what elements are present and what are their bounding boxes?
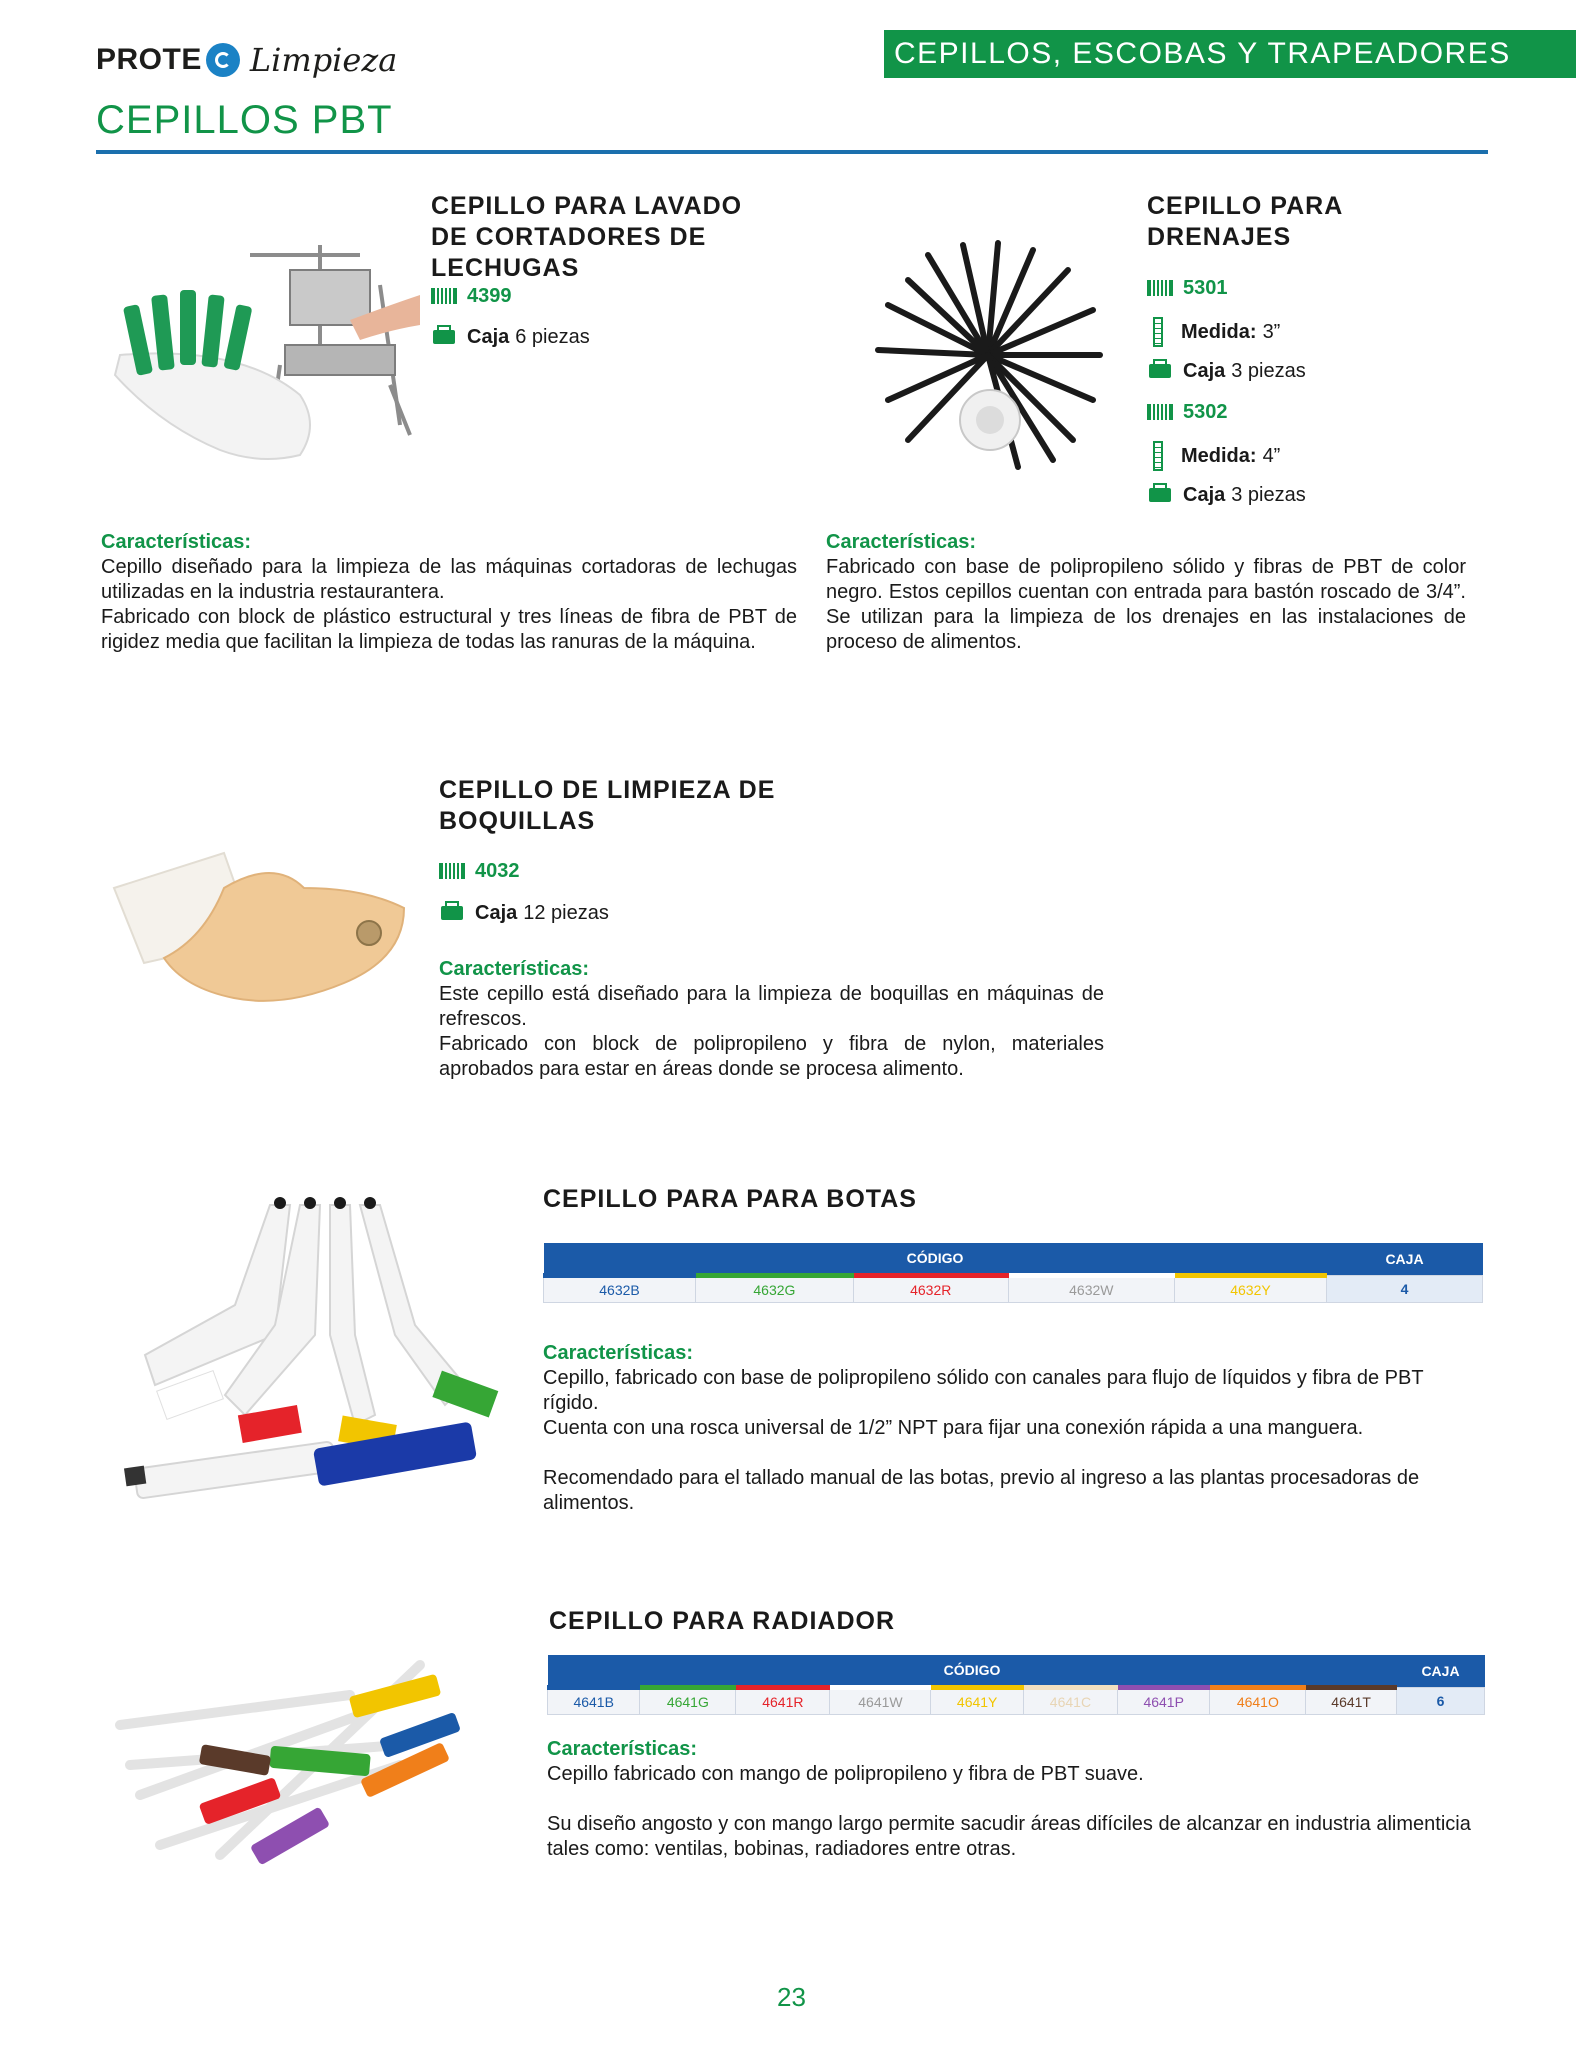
feature-text: Cepillo fabricado con mango de polipropileno y fibra de PBT suave. xyxy=(547,1763,1144,1785)
caja-label: Caja xyxy=(467,325,510,348)
feature-text: Recomendado para el tallado manual de las botas, previo al ingreso a las plantas procesadoras de alimentos. xyxy=(543,1467,1420,1514)
boquillas-code-line xyxy=(439,857,520,885)
medida-label: Medida: xyxy=(1181,320,1257,343)
page-title: CEPILLOS PBT xyxy=(96,98,393,142)
product-code-cell: 4632Y xyxy=(1174,1276,1326,1303)
feature-text: Cuenta con una rosca universal de 1/2” NPT para fijar una conexión rápida a una manguera. xyxy=(543,1417,1364,1439)
drenajes-title xyxy=(1147,191,1447,253)
brand-logo xyxy=(96,36,397,84)
feature-text: Fabricado con block de polipropileno y fibra de nylon, materiales aprobados para estar en áreas donde se procesa alimento. xyxy=(439,1033,1104,1080)
box-icon xyxy=(1149,488,1171,502)
feature-text: Cepillo diseñado para la limpieza de las máquinas cortadoras de lechugas utilizadas en la industria restaurantera. xyxy=(101,556,797,603)
box-quantity-cell: 6 xyxy=(1397,1688,1485,1715)
box-column-header: CAJA xyxy=(1327,1243,1483,1276)
product-code: 4399 xyxy=(467,284,512,307)
drenajes-title-line: CEPILLO PARA xyxy=(1147,192,1344,220)
lechugas-brush-image xyxy=(100,225,420,485)
code-column-header: CÓDIGO xyxy=(548,1655,1397,1688)
product-code-cell: 4641W xyxy=(830,1688,931,1715)
ruler-icon xyxy=(1153,317,1163,347)
barcode-icon xyxy=(431,288,457,304)
radiador-features xyxy=(547,1737,1487,1862)
caja-label: Caja xyxy=(1183,359,1226,382)
caja-value: 12 piezas xyxy=(523,901,609,924)
product-code-cell: 4632W xyxy=(1008,1276,1174,1303)
product-code-cell: 4641G xyxy=(640,1688,736,1715)
category-banner: CEPILLOS, ESCOBAS Y TRAPEADORES xyxy=(884,30,1576,78)
drenajes-code-line-1 xyxy=(1147,274,1228,302)
drenajes-size-line-2 xyxy=(1147,439,1280,473)
features-heading: Características: xyxy=(101,531,252,553)
lechugas-title-line: LECHUGAS xyxy=(431,254,580,282)
product-code: 5301 xyxy=(1183,276,1228,299)
box-icon xyxy=(433,330,455,344)
drenajes-size-line-1 xyxy=(1147,315,1280,349)
caja-value: 6 piezas xyxy=(515,325,590,348)
botas-brush-image xyxy=(115,1185,515,1505)
product-code-cell: 4632R xyxy=(853,1276,1008,1303)
medida-value: 3” xyxy=(1262,320,1281,343)
drenajes-title-line: DRENAJES xyxy=(1147,223,1292,251)
radiador-brush-image xyxy=(100,1655,515,1865)
box-quantity-cell: 4 xyxy=(1327,1276,1483,1303)
brand-g-icon xyxy=(206,43,240,77)
radiador-title: CEPILLO PARA RADIADOR xyxy=(549,1607,895,1635)
feature-text: Este cepillo está diseñado para la limpieza de boquillas en máquinas de refrescos. xyxy=(439,983,1104,1030)
brand-script: Limpieza xyxy=(249,41,398,79)
drenajes-box-line-2 xyxy=(1147,481,1306,509)
product-code: 5302 xyxy=(1183,400,1228,423)
product-code-cell: 4641T xyxy=(1306,1688,1397,1715)
drenajes-brush-image xyxy=(868,235,1108,475)
boquillas-box-line xyxy=(439,899,609,927)
barcode-icon xyxy=(1147,404,1173,420)
boquillas-features xyxy=(439,957,1104,1082)
caja-value: 3 piezas xyxy=(1231,359,1306,382)
lechugas-title xyxy=(431,191,791,284)
product-code-cell: 4641R xyxy=(736,1688,830,1715)
medida-label: Medida: xyxy=(1181,444,1257,467)
product-code-cell: 4641C xyxy=(1023,1688,1117,1715)
code-column-header: CÓDIGO xyxy=(544,1243,1327,1276)
drenajes-code-line-2 xyxy=(1147,398,1228,426)
boquillas-title-line: CEPILLO DE LIMPIEZA DE xyxy=(439,776,776,804)
box-icon xyxy=(441,906,463,920)
feature-text: Su diseño angosto y con mango largo permite sacudir áreas difíciles de alcanzar en industria alimenticia tales como: ventilas, bobinas, radiadores entre otras. xyxy=(547,1813,1471,1860)
ruler-icon xyxy=(1153,441,1163,471)
barcode-icon xyxy=(439,863,465,879)
box-icon xyxy=(1149,364,1171,378)
features-heading: Características: xyxy=(547,1738,698,1760)
caja-value: 3 piezas xyxy=(1231,483,1306,506)
boquillas-title-line: BOQUILLAS xyxy=(439,807,596,835)
lechugas-code-line xyxy=(431,282,512,310)
feature-text: Fabricado con block de plástico estructural y tres líneas de fibra de PBT de rigidez media que facilitan la limpieza de todas las ranuras de la máquina. xyxy=(101,606,797,653)
features-heading: Características: xyxy=(826,531,977,553)
product-code-cell: 4641P xyxy=(1118,1688,1210,1715)
features-heading: Características: xyxy=(543,1342,694,1364)
caja-label: Caja xyxy=(1183,483,1226,506)
lechugas-title-line: CEPILLO PARA LAVADO xyxy=(431,192,743,220)
feature-text: Cepillo, fabricado con base de polipropileno sólido con canales para flujo de líquidos y fibra de PBT rígido. xyxy=(543,1367,1424,1414)
features-heading: Características: xyxy=(439,958,590,980)
lechugas-title-line: DE CORTADORES DE xyxy=(431,223,707,251)
botas-features xyxy=(543,1341,1483,1516)
lechugas-box-line xyxy=(431,323,590,351)
feature-text: Fabricado con base de polipropileno sólido y fibras de PBT de color negro. Estos cepillos cuentan con entrada para bastón roscado de 3/4”. Se utilizan para la limpieza de los drenajes en las instalaciones de proceso de alimentos. xyxy=(826,556,1466,653)
product-code: 4032 xyxy=(475,859,520,882)
product-code-cell: 4632G xyxy=(696,1276,854,1303)
product-code-cell: 4641B xyxy=(548,1688,640,1715)
product-code-cell: 4632B xyxy=(544,1276,696,1303)
box-column-header: CAJA xyxy=(1397,1655,1485,1688)
medida-value: 4” xyxy=(1262,444,1281,467)
caja-label: Caja xyxy=(475,901,518,924)
boquillas-brush-image xyxy=(104,848,414,1018)
page-number: 23 xyxy=(777,1982,806,2012)
drenajes-features xyxy=(826,530,1466,655)
product-code-cell: 4641O xyxy=(1210,1688,1306,1715)
radiador-code-table xyxy=(547,1655,1485,1715)
barcode-icon xyxy=(1147,280,1173,296)
botas-code-table xyxy=(543,1243,1483,1303)
drenajes-box-line-1 xyxy=(1147,357,1306,385)
title-divider xyxy=(96,150,1488,154)
boquillas-title xyxy=(439,775,859,837)
botas-title: CEPILLO PARA PARA BOTAS xyxy=(543,1185,917,1213)
product-code-cell: 4641Y xyxy=(931,1688,1023,1715)
lechugas-features xyxy=(101,530,797,655)
brand-name: PROTE xyxy=(96,43,202,76)
